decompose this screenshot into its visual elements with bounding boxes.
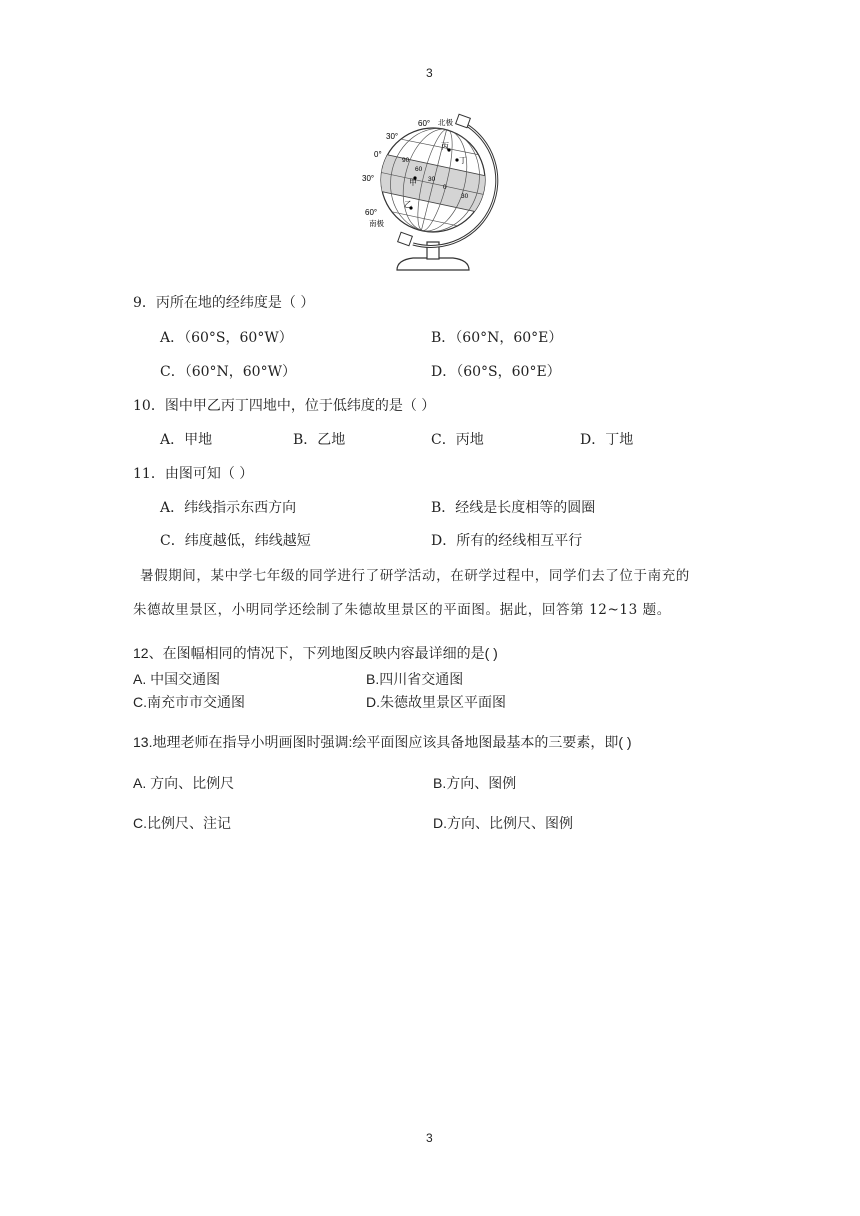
globe-stand-base (397, 258, 469, 270)
svg-text:北极: 北极 (438, 118, 453, 127)
question-12-option-a[interactable]: A. 中国交通图 (133, 671, 221, 687)
svg-text:30°: 30° (386, 132, 399, 141)
svg-text:南极: 南极 (369, 219, 384, 228)
passage-line-2: 朱德故里景区，小明同学还绘制了朱德故里景区的平面图。据此，回答第 12~13 题。 (133, 602, 671, 618)
question-12-option-d[interactable]: D.朱德故里景区平面图 (366, 694, 506, 710)
svg-text:丁: 丁 (459, 156, 467, 165)
svg-text:30: 30 (461, 193, 469, 200)
svg-text:30°: 30° (362, 174, 375, 183)
question-9-option-c[interactable]: C．（60°N，60°W） (160, 364, 296, 380)
question-10-option-d[interactable]: D．丁地 (580, 432, 634, 448)
page-number-bottom: 3 (426, 1131, 433, 1145)
question-13-option-b[interactable]: B.方向、图例 (433, 775, 517, 791)
svg-text:乙: 乙 (404, 200, 412, 209)
svg-text:60°: 60° (365, 208, 378, 217)
question-9-stem: 9．丙所在地的经纬度是（ ） (133, 295, 315, 311)
question-10-stem: 10．图中甲乙丙丁四地中，位于低纬度的是（ ） (133, 398, 436, 414)
page-number-top: 3 (426, 66, 433, 80)
question-10-option-b[interactable]: B．乙地 (293, 432, 346, 448)
question-9-option-d[interactable]: D．（60°S，60°E） (431, 364, 561, 380)
question-10-option-c[interactable]: C．丙地 (431, 432, 484, 448)
question-11-option-c[interactable]: C．纬度越低，纬线越短 (160, 533, 311, 549)
globe-stand-stem (427, 242, 439, 259)
question-11-stem: 11．由图可知（ ） (133, 466, 254, 482)
question-10-option-a[interactable]: A．甲地 (160, 432, 213, 448)
svg-text:0: 0 (443, 184, 447, 191)
question-13-option-a[interactable]: A. 方向、比例尺 (133, 775, 235, 791)
svg-text:0°: 0° (374, 150, 382, 159)
question-12-option-b[interactable]: B.四川省交通图 (366, 671, 464, 687)
question-12-stem: 12、在图幅相同的情况下，下列地图反映内容最详细的是( ) (133, 645, 498, 661)
question-13-option-c[interactable]: C.比例尺、注记 (133, 815, 231, 831)
svg-text:30: 30 (428, 176, 436, 183)
question-12-option-c[interactable]: C.南充市市交通图 (133, 694, 245, 710)
globe-figure (355, 110, 515, 280)
question-9-option-b[interactable]: B．（60°N，60°E） (431, 330, 563, 346)
passage-line-1: 暑假期间，某中学七年级的同学进行了研学活动，在研学过程中，同学们去了位于南充的 (140, 568, 690, 584)
question-9-option-a[interactable]: A．（60°S，60°W） (160, 330, 293, 346)
svg-text:甲: 甲 (409, 178, 417, 187)
question-11-option-b[interactable]: B．经线是长度相等的圆圈 (431, 500, 596, 516)
svg-text:60°: 60° (418, 119, 431, 128)
question-11-option-d[interactable]: D．所有的经线相互平行 (431, 533, 583, 549)
question-11-option-a[interactable]: A．纬线指示东西方向 (160, 500, 297, 516)
svg-text:丙: 丙 (441, 142, 449, 151)
svg-text:90: 90 (402, 157, 410, 164)
question-13-option-d[interactable]: D.方向、比例尺、图例 (433, 815, 573, 831)
svg-text:60: 60 (415, 166, 423, 173)
question-13-stem: 13.地理老师在指导小明画图时强调:绘平面图应该具备地图最基本的三要素，即( ) (133, 734, 632, 750)
